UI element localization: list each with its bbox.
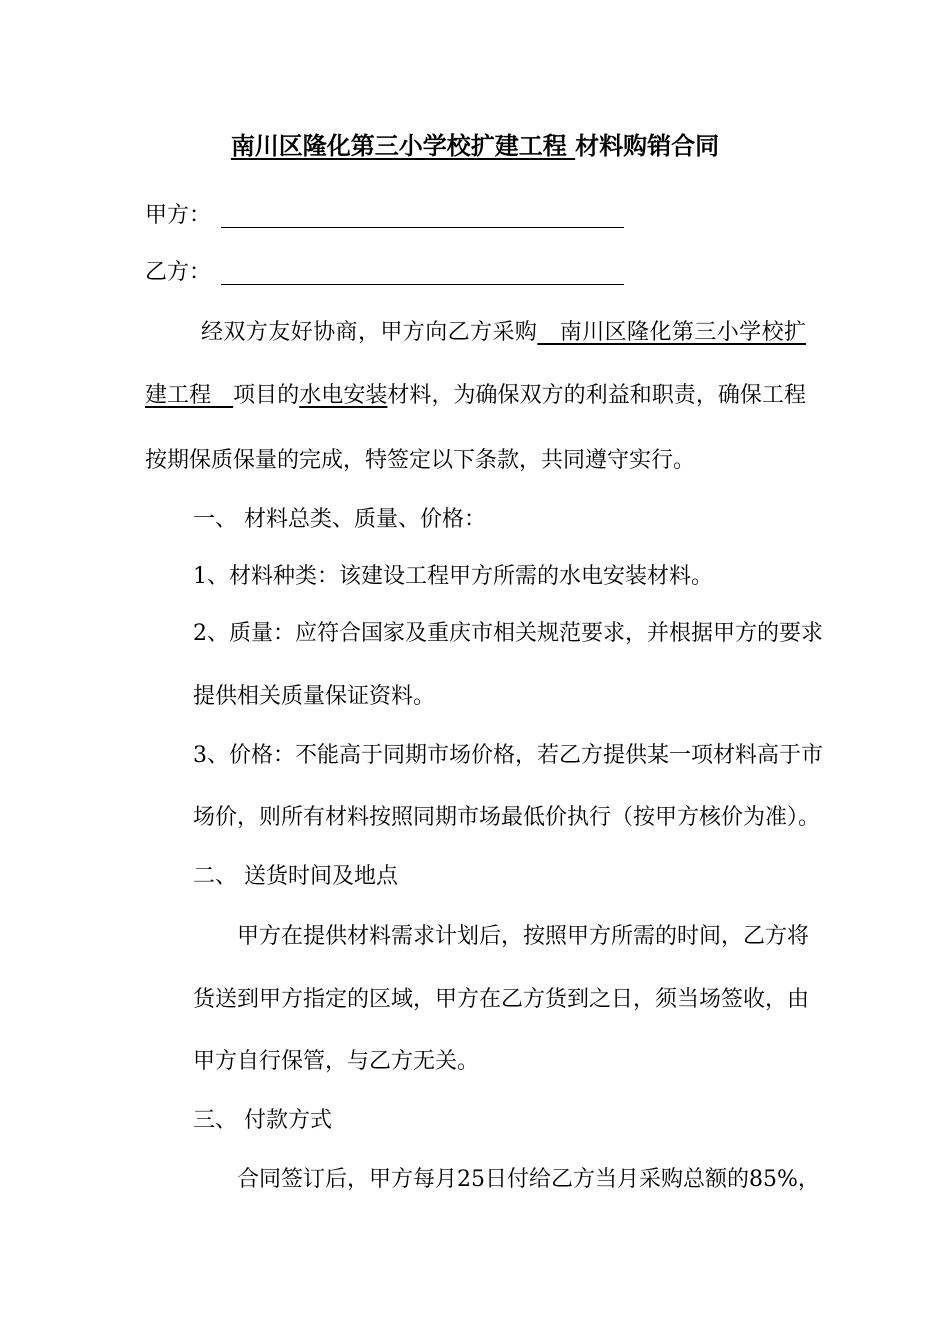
section-1-item-2: 2、质量：应符合国家及重庆市相关规范要求，并根据甲方的要求 [193,621,823,646]
intro-line-3: 按期保质保量的完成，特签定以下条款，共同遵守实行。 [145,448,696,473]
section-1-item-3: 3、价格：不能高于同期市场价格，若乙方提供某一项材料高于市 [193,743,823,768]
section-1-item-3-cont: 场价，则所有材料按照同期市场最低价执行（按甲方核价为准）。 [193,805,821,830]
party-a-blank [221,205,624,228]
section-3-para-1: 合同签订后，甲方每月25日付给乙方当月采购总额的85%， [237,1167,820,1192]
section-1-item-1: 1、材料种类：该建设工程甲方所需的水电安装材料。 [193,564,713,589]
section-3-heading: 三、 付款方式 [193,1108,332,1133]
intro-text: 材料，为确保双方的利益和职责，确保工程 [387,383,806,408]
intro-project: 建工程 [145,383,234,408]
intro-material: 水电安装 [299,383,388,408]
party-a-label: 甲方： [145,203,212,228]
title-contract-type: 材料购销合同 [575,132,720,160]
section-1-item-2-cont: 提供相关质量保证资料。 [193,684,436,709]
intro-line-1 [201,318,806,348]
party-b-label: 乙方： [145,260,212,285]
section-2-para-2: 货送到甲方指定的区域，甲方在乙方货到之日，须当场签收，由 [193,987,810,1012]
intro-text: 项目的 [233,383,300,408]
section-2-para-1: 甲方在提供材料需求计划后，按照甲方所需的时间，乙方将 [237,924,810,949]
section-2-heading: 二、 送货时间及地点 [193,864,398,889]
party-b-blank [221,262,624,285]
section-1-heading: 一、 材料总类、质量、价格： [193,507,486,532]
intro-project: 南川区隆化第三小学校扩 [537,320,806,345]
intro-text: 经双方友好协商，甲方向乙方采购 [201,320,538,345]
document-title [0,126,950,161]
intro-line-2 [145,381,806,411]
title-project: 南川区隆化第三小学校扩建工程 [230,132,576,160]
section-2-para-3: 甲方自行保管，与乙方无关。 [193,1049,480,1074]
